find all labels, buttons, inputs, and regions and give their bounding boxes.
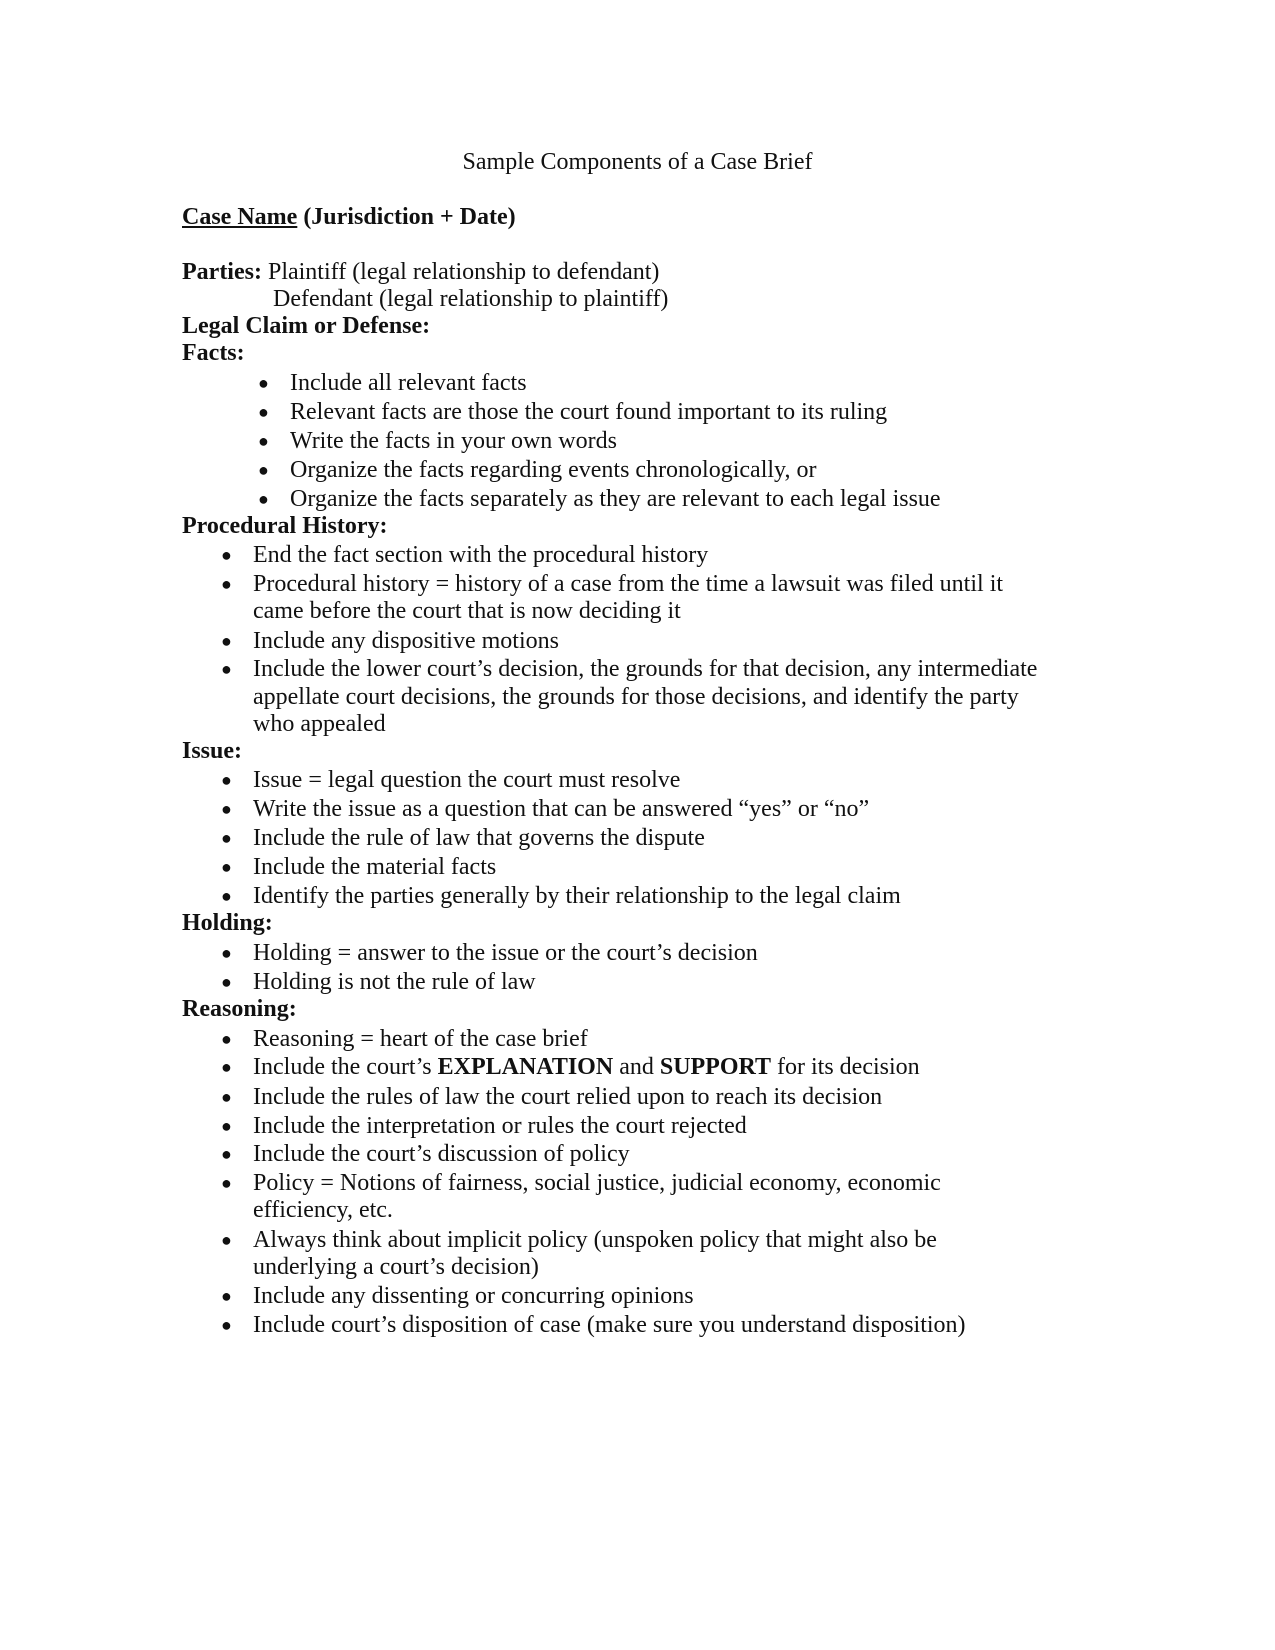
procedural-item-4-line-2: appellate court decisions, the grounds for those decisions, and identify the party — [253, 684, 1019, 710]
facts-heading: Facts: — [182, 340, 245, 366]
facts-item-2: Relevant facts are those the court found important to its ruling — [290, 399, 888, 425]
bullet-icon: ● — [221, 799, 232, 819]
facts-item-3: Write the facts in your own words — [290, 428, 617, 454]
reasoning-support-emphasis: SUPPORT — [659, 1054, 772, 1080]
issue-heading: Issue: — [182, 738, 243, 764]
bullet-icon: ● — [221, 972, 232, 992]
legal-claim-heading: Legal Claim or Defense: — [182, 313, 431, 339]
issue-item-2: Write the issue as a question that can be answered “yes” or “no” — [253, 796, 870, 822]
procedural-history-heading: Procedural History: — [182, 513, 388, 539]
issue-item-1: Issue = legal question the court must resolve — [253, 767, 681, 793]
reasoning-item-2-post: for its decision — [771, 1054, 920, 1080]
reasoning-item-6-line-1: Policy = Notions of fairness, social justice, judicial economy, economic — [253, 1170, 941, 1196]
reasoning-item-4: Include the interpretation or rules the court rejected — [253, 1113, 747, 1139]
issue-item-5: Identify the parties generally by their relationship to the legal claim — [253, 883, 901, 909]
facts-item-4: Organize the facts regarding events chronologically, or — [290, 457, 817, 483]
parties-plaintiff: Plaintiff (legal relationship to defendant) — [261, 259, 660, 285]
bullet-icon: ● — [221, 1230, 232, 1250]
bullet-icon: ● — [258, 489, 269, 509]
reasoning-explanation-emphasis: EXPLANATION — [437, 1054, 614, 1080]
bullet-icon: ● — [258, 402, 269, 422]
reasoning-item-7-line-2: underlying a court’s decision) — [253, 1254, 539, 1280]
procedural-item-4-line-1: Include the lower court’s decision, the grounds for that decision, any intermediate — [253, 656, 1038, 682]
reasoning-item-9: Include court’s disposition of case (make sure you understand disposition) — [253, 1312, 966, 1338]
parties-line — [182, 258, 659, 286]
case-name-label: Case Name — [182, 204, 298, 230]
bullet-icon: ● — [221, 545, 232, 565]
bullet-icon: ● — [221, 943, 232, 963]
bullet-icon: ● — [221, 857, 232, 877]
facts-item-1: Include all relevant facts — [290, 370, 527, 396]
parties-defendant: Defendant (legal relationship to plaintiff) — [273, 286, 669, 312]
bullet-icon: ● — [221, 770, 232, 790]
bullet-icon: ● — [221, 1116, 232, 1136]
issue-item-4: Include the material facts — [253, 854, 497, 880]
bullet-icon: ● — [221, 574, 232, 594]
facts-item-5: Organize the facts separately as they are relevant to each legal issue — [290, 486, 941, 512]
bullet-icon: ● — [221, 1029, 232, 1049]
reasoning-item-5: Include the court’s discussion of policy — [253, 1141, 630, 1167]
reasoning-item-2-mid: and — [613, 1054, 660, 1080]
procedural-item-4-line-3: who appealed — [253, 711, 386, 737]
procedural-item-3: Include any dispositive motions — [253, 628, 559, 654]
reasoning-item-3: Include the rules of law the court relied upon to reach its decision — [253, 1084, 883, 1110]
holding-item-2: Holding is not the rule of law — [253, 969, 536, 995]
bullet-icon: ● — [221, 659, 232, 679]
bullet-icon: ● — [258, 460, 269, 480]
issue-item-3: Include the rule of law that governs the dispute — [253, 825, 705, 851]
bullet-icon: ● — [221, 886, 232, 906]
reasoning-item-2-pre: Include the court’s — [253, 1054, 438, 1080]
reasoning-item-7-line-1: Always think about implicit policy (unspoken policy that might also be — [253, 1227, 937, 1253]
bullet-icon: ● — [221, 631, 232, 651]
reasoning-item-8: Include any dissenting or concurring opinions — [253, 1283, 694, 1309]
bullet-icon: ● — [221, 1286, 232, 1306]
reasoning-item-6-line-2: efficiency, etc. — [253, 1197, 393, 1223]
procedural-item-2-line-1: Procedural history = history of a case from the time a lawsuit was filed until it — [253, 571, 1004, 597]
bullet-icon: ● — [221, 1144, 232, 1164]
reasoning-item-2 — [253, 1053, 920, 1081]
holding-item-1: Holding = answer to the issue or the court’s decision — [253, 940, 758, 966]
bullet-icon: ● — [221, 1173, 232, 1193]
bullet-icon: ● — [221, 1057, 232, 1077]
bullet-icon: ● — [258, 373, 269, 393]
bullet-icon: ● — [221, 1087, 232, 1107]
procedural-item-2-line-2: came before the court that is now deciding it — [253, 598, 681, 624]
parties-label: Parties: — [182, 259, 262, 285]
bullet-icon: ● — [221, 1315, 232, 1335]
case-name-line — [182, 203, 516, 231]
bullet-icon: ● — [221, 828, 232, 848]
reasoning-item-1: Reasoning = heart of the case brief — [253, 1026, 588, 1052]
document-title: Sample Components of a Case Brief — [462, 149, 813, 175]
holding-heading: Holding: — [182, 910, 273, 936]
bullet-icon: ● — [258, 431, 269, 451]
case-name-rest: (Jurisdiction + Date) — [297, 204, 516, 230]
reasoning-heading: Reasoning: — [182, 996, 297, 1022]
procedural-item-1: End the fact section with the procedural history — [253, 542, 709, 568]
